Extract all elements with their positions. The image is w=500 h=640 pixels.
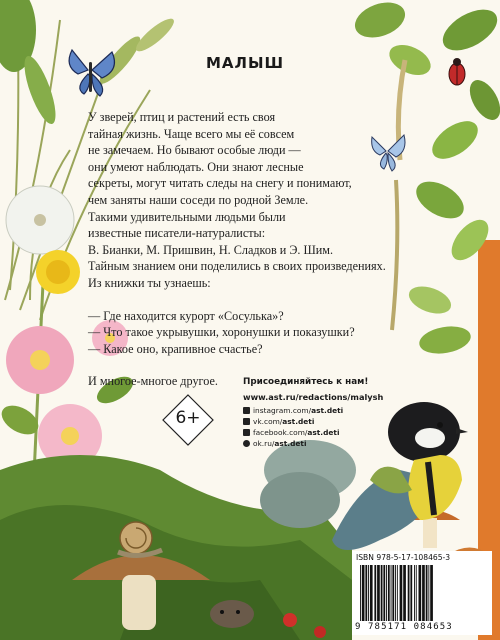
text-line: секреты, могут читать следы на снегу и понимают, — [88, 176, 352, 191]
social-prefix: instagram.com/ — [253, 406, 312, 415]
barcode-bar — [410, 565, 412, 621]
social-link-instagram[interactable] — [243, 405, 343, 416]
join-us-text: Присоединяйтесь к нам! — [243, 377, 369, 387]
social-handle: ast.deti — [311, 406, 344, 415]
social-handle: ast.deti — [274, 439, 307, 448]
facebook-icon — [243, 429, 250, 436]
barcode-bar — [416, 565, 417, 621]
beetle-icon — [449, 58, 465, 85]
text-line: В. Бианки, М. Пришвин, Н. Сладков и Э. Шим. — [88, 242, 334, 257]
social-link-facebook[interactable] — [243, 427, 343, 438]
barcode-bar — [374, 565, 376, 621]
social-links — [243, 405, 343, 449]
barcode-bar — [430, 565, 433, 621]
barcode-bar — [414, 565, 415, 621]
paragraph-gap — [88, 292, 408, 308]
ground-foliage — [0, 440, 356, 640]
barcode-bar — [370, 565, 373, 621]
barcode-bar — [426, 565, 428, 621]
barcode-bar — [368, 565, 369, 621]
text-line: они умеют наблюдать. Они знают лесные — [88, 159, 304, 174]
barcode-number: 9 785171 084653 — [355, 622, 453, 632]
social-prefix: vk.com/ — [253, 417, 283, 426]
questions-list — [88, 308, 408, 358]
text-line: не замечаем. Но бывают особые люди — — [88, 143, 301, 158]
butterfly-icon — [69, 50, 114, 96]
barcode-bar — [395, 565, 396, 621]
paragraph-gap — [88, 357, 408, 373]
publisher-site-link[interactable]: www.ast.ru/redactions/malysh — [243, 392, 384, 402]
barcode-bar — [400, 565, 403, 621]
social-handle: ast.deti — [282, 417, 315, 426]
intro-paragraph — [88, 109, 408, 292]
question-item: — Какое оно, крапивное счастье? — [88, 341, 263, 356]
barcode — [358, 565, 486, 623]
text-line: тайная жизнь. Чаще всего мы её совсем — [88, 126, 295, 141]
barcode-bar — [383, 565, 385, 621]
social-prefix: facebook.com/ — [253, 428, 308, 437]
social-prefix: ok.ru/ — [253, 439, 275, 448]
barcode-bar — [365, 565, 367, 621]
barcode-bar — [388, 565, 390, 621]
vk-icon — [243, 418, 250, 425]
social-link-vk[interactable] — [243, 416, 343, 427]
barcode-bar — [391, 565, 392, 621]
social-link-ok[interactable] — [243, 438, 343, 449]
barcode-bar — [392, 565, 394, 621]
barcode-bar — [386, 565, 387, 621]
age-rating-label: 6+ — [175, 408, 201, 428]
question-item: — Что такое укрывушки, хоронушки и показушки? — [88, 325, 355, 340]
barcode-bar — [377, 565, 380, 621]
text-line: известные писатели-натуралисты: — [88, 226, 266, 241]
isbn-text: ISBN 978-5-17-108465-3 — [356, 553, 451, 562]
text-line: Тайным знанием они поделились в своих произведениях. — [88, 259, 386, 274]
text-line: Из книжки ты узнаешь: — [88, 275, 211, 290]
barcode-bar — [403, 565, 406, 621]
barcode-bar — [422, 565, 425, 621]
ok-icon — [243, 440, 250, 447]
publisher-logo: МАЛЫШ — [205, 54, 285, 72]
text-line: И многое-многое другое. — [88, 374, 218, 389]
barcode-bar — [381, 565, 383, 621]
barcode-bar — [397, 565, 398, 621]
barcode-bar — [362, 565, 365, 621]
hedgehog-icon — [210, 600, 254, 628]
text-line: Такими удивительными людьми были — [88, 209, 286, 224]
barcode-bar — [419, 565, 422, 621]
question-item: — Где находится курорт «Сосулька»? — [88, 308, 284, 323]
text-line: чем заняты наши соседи по родной Земле. — [88, 192, 309, 207]
barcode-bar — [360, 565, 361, 621]
instagram-icon — [243, 407, 250, 414]
social-handle: ast.deti — [307, 428, 340, 437]
book-description — [88, 109, 408, 390]
barcode-bar — [428, 565, 429, 621]
barcode-bar — [408, 565, 410, 621]
text-line: У зверей, птиц и растений есть своя — [88, 110, 276, 124]
